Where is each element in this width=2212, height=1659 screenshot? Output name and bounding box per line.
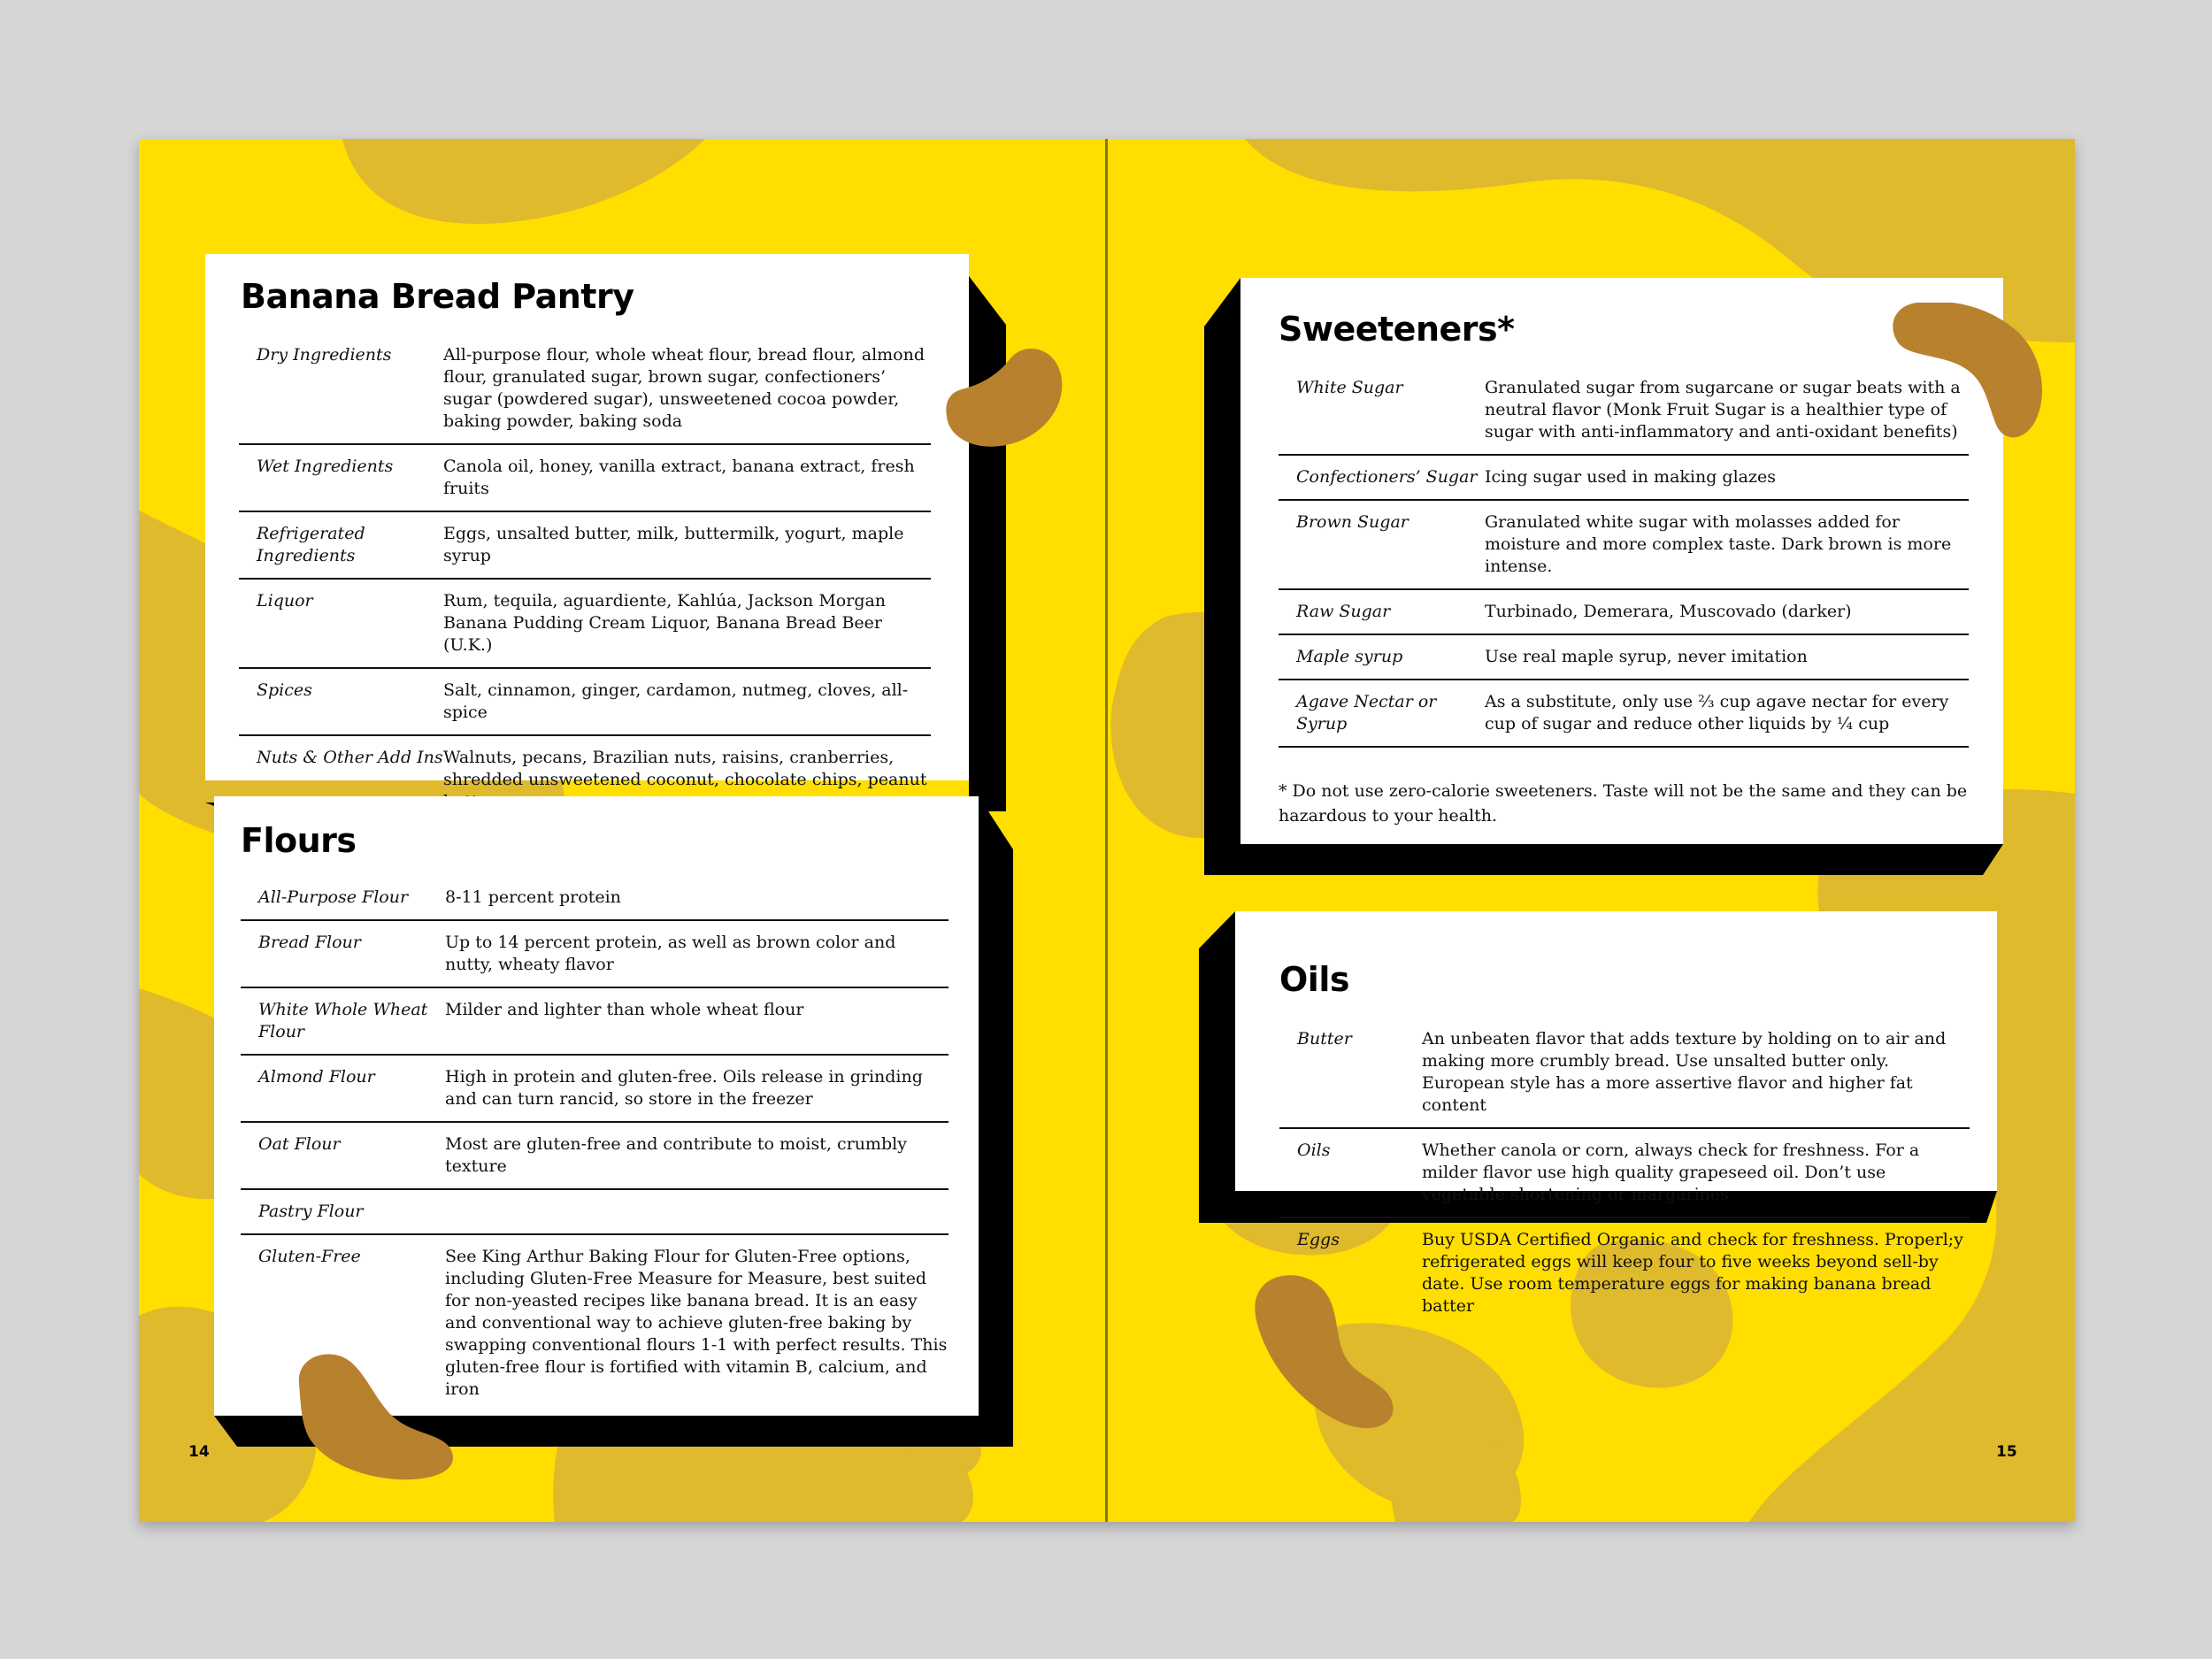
row-text: Eggs, unsalted butter, milk, buttermilk, yogurt, maple syrup — [443, 524, 904, 565]
row-label: Agave Nectar or Syrup — [1296, 692, 1437, 733]
table-row — [239, 511, 931, 579]
row-label: Almond Flour — [258, 1067, 375, 1087]
row-label: Pastry Flour — [258, 1202, 364, 1221]
row-text: Rum, tequila, aguardiente, Kahlúa, Jackson Morgan Banana Pudding Cream Liquor, Banana Bread Beer (U.K.) — [443, 591, 887, 655]
oils-title: Oils — [1279, 960, 1349, 999]
row-label: Butter — [1297, 1029, 1352, 1048]
table-row — [241, 987, 949, 1055]
row-text: Use real maple syrup, never imitation — [1485, 647, 1808, 666]
row-text: Granulated sugar from sugarcane or sugar beats with a neutral flavor (Monk Fruit Sugar is a healthier type of sugar with anti-inflammatory and anti-oxidant benefits) — [1485, 378, 1961, 442]
row-text: An unbeaten flavor that adds texture by holding on to air and making more crumbly bread. Use unsalted butter only. European style has a more assertive flavor and higher fat content — [1422, 1029, 1947, 1115]
row-text: Up to 14 percent protein, as well as brown color and nutty, wheaty flavor — [445, 933, 896, 974]
page-number-right: 15 — [1996, 1443, 2017, 1461]
row-label: Liquor — [257, 591, 313, 611]
row-text: High in protein and gluten-free. Oils release in grinding and can turn rancid, so store in the freezer — [445, 1067, 923, 1109]
pantry-table — [239, 334, 931, 824]
table-row — [1279, 634, 1969, 680]
bean-blob — [292, 1348, 469, 1481]
bean-blob — [1891, 303, 2050, 444]
row-label: Nuts & Other Add Ins — [257, 748, 443, 767]
table-row — [241, 876, 949, 920]
row-label: Maple syrup — [1296, 647, 1403, 666]
row-label: Eggs — [1297, 1230, 1340, 1249]
row-label: White Whole Wheat Flour — [258, 1000, 428, 1041]
table-row — [1279, 455, 1969, 500]
row-label: Dry Ingredients — [257, 345, 392, 365]
table-row — [241, 1122, 949, 1189]
pantry-title: Banana Bread Pantry — [241, 277, 634, 316]
table-row — [239, 668, 931, 735]
book-gutter — [1105, 139, 1108, 1522]
table-row — [241, 1055, 949, 1122]
table-row — [241, 1189, 949, 1234]
book-spread — [139, 139, 2075, 1522]
table-row — [239, 444, 931, 511]
row-text: Whether canola or corn, always check for freshness. For a milder flavor use high quality grapeseed oil. Don’t use vegetable shortening or margarines — [1422, 1141, 1920, 1204]
row-text: Granulated white sugar with molasses added for moisture and more complex taste. Dark brown is more intense. — [1485, 512, 1952, 576]
row-label: White Sugar — [1296, 378, 1403, 397]
row-text: Walnuts, pecans, Brazilian nuts, raisins, cranberries, shredded unsweetened coconut, chocolate chips, peanut — [443, 748, 927, 789]
row-label: Bread Flour — [258, 933, 361, 952]
row-text: Most are gluten-free and contribute to moist, crumbly texture — [445, 1134, 907, 1176]
table-row — [239, 334, 931, 444]
row-text: See King Arthur Baking Flour for Gluten-Free options, including Gluten-Free Measure for Measure, best suited for non-yeasted recipes like banana bread. It is an easy and conventional way to achieve gluten-free baking by swapping conventional flours 1-1 with perfect results. This gluten-free flour is fortified with vitamin B, calcium, and iron — [445, 1247, 948, 1399]
row-label: Refrigerated Ingredients — [257, 524, 365, 565]
row-text: Turbinado, Demerara, Muscovado (darker) — [1485, 602, 1852, 621]
row-label: Brown Sugar — [1296, 512, 1409, 532]
row-text: All-purpose flour, whole wheat flour, bread flour, almond flour, granulated sugar, brown sugar, confectioners’ sugar (powdered sugar), unsweetened cocoa powder, baking powder, baking soda — [443, 345, 926, 431]
sweeteners-footnote: * Do not use zero-calorie sweeteners. Taste will not be the same and they can be hazardous to your health. — [1279, 781, 1968, 826]
row-text: Buy USDA Certified Organic and check for freshness. Properl;y refrigerated eggs will keep four to five weeks beyond sell-by date. Use room temperature eggs for making banana bread batter — [1422, 1230, 1963, 1316]
flours-card — [214, 796, 979, 1416]
table-row — [1279, 589, 1969, 634]
table-row — [241, 920, 949, 987]
row-label: Wet Ingredients — [257, 457, 394, 476]
row-text: As a substitute, only use ⅔ cup agave nectar for every cup of sugar and reduce other liquids by ¼ cup — [1485, 692, 1949, 733]
row-label: Confectioners’ Sugar — [1296, 467, 1478, 487]
bean-blob — [944, 341, 1068, 456]
sweeteners-card — [1240, 278, 2003, 844]
sweeteners-title: Sweeteners* — [1279, 310, 1515, 349]
row-label: Raw Sugar — [1296, 602, 1391, 621]
table-row — [1279, 680, 1969, 747]
row-text: Canola oil, honey, vanilla extract, banana extract, fresh fruits — [443, 457, 915, 498]
row-label: Spices — [257, 680, 312, 700]
row-text — [445, 1189, 949, 1234]
sweeteners-table — [1279, 366, 1969, 748]
row-label: Oat Flour — [258, 1134, 341, 1154]
oils-card — [1235, 911, 1997, 1316]
row-label: All-Purpose Flour — [258, 887, 409, 907]
page-number-left: 14 — [188, 1443, 210, 1461]
row-text: Milder and lighter than whole wheat flour — [445, 1000, 804, 1019]
row-text: 8-11 percent protein — [445, 887, 621, 907]
pantry-card — [205, 254, 969, 789]
table-row — [1279, 1128, 1970, 1217]
flours-title: Flours — [241, 821, 357, 860]
row-text: Icing sugar used in making glazes — [1485, 467, 1776, 487]
table-row — [239, 579, 931, 668]
bean-blob — [1251, 1273, 1402, 1432]
row-label: Oils — [1297, 1141, 1331, 1160]
flours-table — [241, 876, 949, 1411]
row-text: Salt, cinnamon, ginger, cardamon, nutmeg, cloves, all-spice — [443, 680, 909, 722]
row-label: Gluten-Free — [258, 1247, 361, 1266]
table-row — [1279, 366, 1969, 455]
table-row — [1279, 1018, 1970, 1128]
table-row — [1279, 500, 1969, 589]
